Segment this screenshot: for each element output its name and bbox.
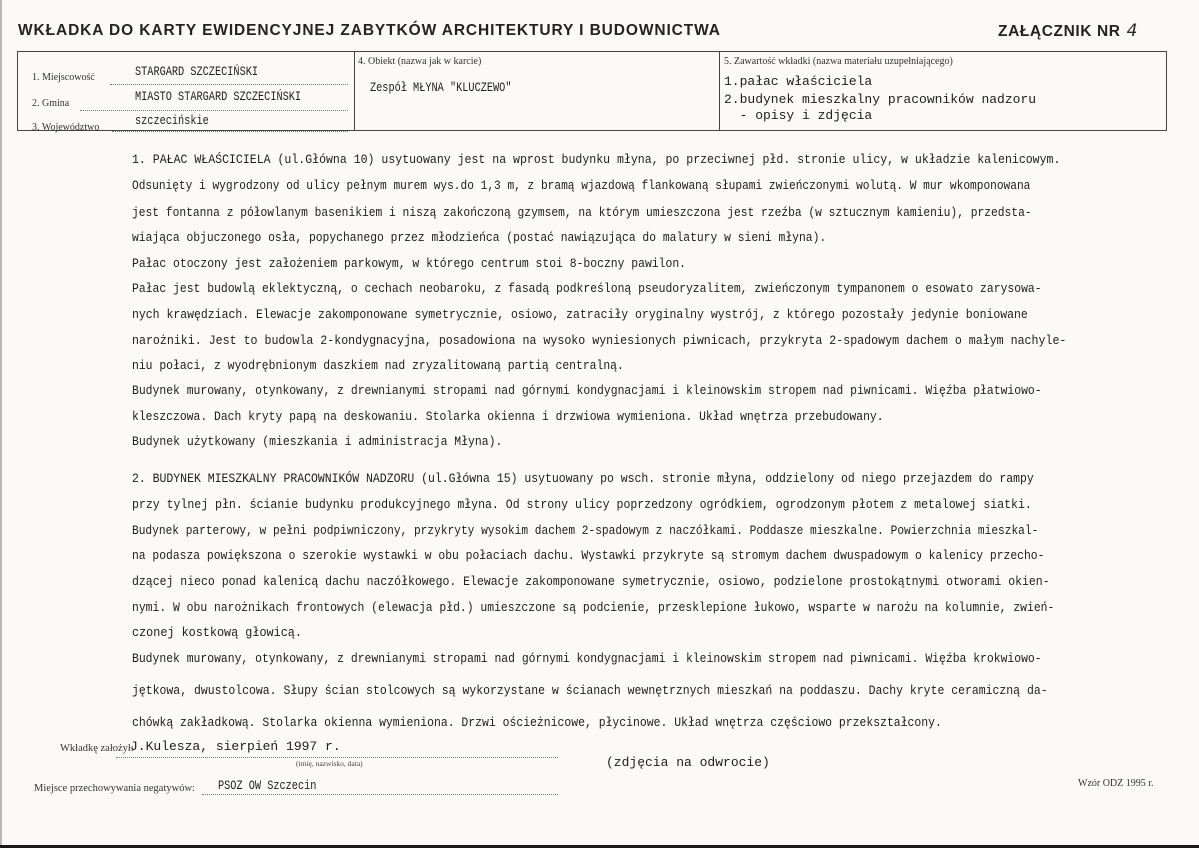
body-text-line: narożniki. Jest to budowla 2-kondygnacyjna, posadowiona na wysoko wyniesionych piwnicach, przykryta 2-spadowym dachem o małym nachyle- <box>132 333 1067 348</box>
header-fields-box <box>17 51 1167 131</box>
negatives-label: Miejsce przechowywania negatywów: <box>34 783 195 794</box>
body-text-line: 1. PAŁAC WŁAŚCICIELA (ul.Główna 10) usytuowany jest na wprost budynku młyna, po przeciwnej płd. stronie ulicy, w układzie kalenicowym. <box>132 152 1061 167</box>
commune-dotted-line <box>80 110 348 111</box>
body-text-line: Budynek użytkowany (mieszkania i administracja Młyna). <box>132 434 503 449</box>
contents-item: - opisy i zdjęcia <box>724 108 873 123</box>
body-text-line: jętkowa, dwustolcowa. Słupy ścian stolcowych są wykorzystane w ścianach wewnętrznych mieszkań na poddaszu. Dachy kryte ceramiczną da- <box>132 683 1048 698</box>
form-version: Wzór ODZ 1995 r. <box>1078 778 1154 789</box>
body-text-line: nymi. W obu narożnikach frontowych (elewacja płd.) umieszczone są podcienie, przesklepione łukowo, wsparte w narożu na kolumnie, zwień- <box>132 600 1055 615</box>
body-text-line: kleszczowa. Dach kryty papą na deskowaniu. Stolarka okienna i drzwiowa wymieniona. Układ wnętrza przebudowany. <box>132 409 884 424</box>
body-text-line: Budynek murowany, otynkowany, z drewnianymi stropami nad górnymi kondygnacjami i kleinowskim stropem nad piwnicami. Więźba krokwiowo- <box>132 651 1042 666</box>
body-text-line: nych krawędziach. Elewacje zakomponowane symetrycznie, osiowo, zatraciły oryginalny wystrój, z którego pozostały jedynie boniowane <box>132 307 1028 322</box>
body-text-line: wiająca objuczonego osła, popychanego przez młodzieńca (postać nawiązująca do malatury w sieni młyna). <box>132 230 827 245</box>
body-text-line: dzącej nieco ponad kalenicą dachu naczółkowego. Elewacje zakomponowane symetrycznie, osiowo, podzielone prostokątnymi otworami okien- <box>132 574 1050 589</box>
divider-line <box>354 52 355 130</box>
body-text-line: Budynek murowany, otynkowany, z drewnianymi stropami nad górnymi kondygnacjami i kleinowskim stropem nad piwnicami. Więźba płatwiowo- <box>132 383 1042 398</box>
negatives-value: PSOZ OW Szczecin <box>218 779 317 793</box>
commune-label: 2. Gmina <box>32 98 70 109</box>
object-label: 4. Obiekt (nazwa jak w karcie) <box>358 56 482 67</box>
negatives-dotted-line <box>202 794 558 795</box>
contents-item: 2.budynek mieszkalny pracowników nadzoru <box>724 92 1037 107</box>
divider-line <box>719 52 720 130</box>
body-text-line: Budynek parterowy, w pełni podpiwniczony, przykryty wysokim dachem 2-spadowym z naczółkami. Poddasze mieszkalne. Powierzchnia mieszkal- <box>132 523 1039 538</box>
place-value: STARGARD SZCZECIŃSKI <box>135 65 259 79</box>
author-label: Wkładkę założył: <box>60 743 134 754</box>
body-text-line: przy tylnej płn. ścianie budynku produkcyjnego młyna. Od strony ulicy poprzedzony ogródkiem, ogrodzonym płotem z metalowej siatki. <box>132 497 1032 512</box>
form-title: WKŁADKA DO KARTY EWIDENCYJNEJ ZABYTKÓW ARCHITEKTURY I BUDOWNICTWA <box>18 22 721 39</box>
voivodeship-label: 3. Województwo <box>32 122 100 133</box>
body-text-line: na podasza powiększona o szerokie wystawki w obu połaciach dachu. Wystawki przykryte są stromym dachem dwuspadowym o kalenicy przecho- <box>132 548 1045 563</box>
body-text-line: niu połaci, z wyodrębnionym daszkiem nad zryzalitowaną partią centralną. <box>132 358 624 373</box>
contents-label: 5. Zawartość wkładki (nazwa materiału uzupełniającego) <box>724 56 953 67</box>
photos-note: (zdjęcia na odwrocie) <box>606 755 770 770</box>
author-dotted-line <box>116 757 558 758</box>
body-text-line: Pałac jest budowlą eklektyczną, o cechach neobaroku, z fasadą podkreśloną pseudoryzalitem, zwieńczonym tympanonem o esowato zarysowa- <box>132 281 1042 296</box>
annex-number: 4 <box>1126 21 1138 41</box>
body-text-line: Pałac otoczony jest założeniem parkowym, w którego centrum stoi 8-boczny pawilon. <box>132 256 687 271</box>
place-label: 1. Miejscowość <box>32 72 95 83</box>
body-text-line: czonej kostkową głowicą. <box>132 625 302 640</box>
author-hint: (imię, nazwisko, data) <box>296 759 363 768</box>
body-text-line: Odsunięty i wygrodzony od ulicy pełnym murem wys.do 1,3 m, z bramą wjazdową flankowaną słupami zwieńczonymi wolutą. W mur wkomponowana <box>132 178 1031 193</box>
annex-label-text: ZAŁĄCZNIK NR <box>998 23 1121 40</box>
voivodeship-value: szczecińskie <box>135 114 209 128</box>
commune-value: MIASTO STARGARD SZCZECIŃSKI <box>135 90 302 104</box>
paper-left-edge <box>0 0 2 848</box>
annex-label <box>998 21 1138 41</box>
body-text-line: chówką zakładkową. Stolarka okienna wymieniona. Drzwi ościeżnicowe, płycinowe. Układ wnętrza częściowo przekształcony. <box>132 715 942 730</box>
place-dotted-line <box>110 84 348 85</box>
body-text-line: 2. BUDYNEK MIESZKALNY PRACOWNIKÓW NADZORU (ul.Główna 15) usytuowany po wsch. stronie młyna, oddzielony od niego przejazdem do rampy <box>132 471 1034 486</box>
body-text-line: jest fontanna z półowlanym basenikiem i niszą zakończoną gzymsem, na którym umieszczona jest rzeźba (w sztucznym kamieniu), przedsta- <box>132 205 1032 220</box>
author-value: J.Kulesza, sierpień 1997 r. <box>130 739 341 754</box>
object-value: Zespół MŁYNA "KLUCZEWO" <box>370 81 512 95</box>
contents-item: 1.pałac właściciela <box>724 74 873 89</box>
voivodeship-dotted-line <box>112 131 348 132</box>
